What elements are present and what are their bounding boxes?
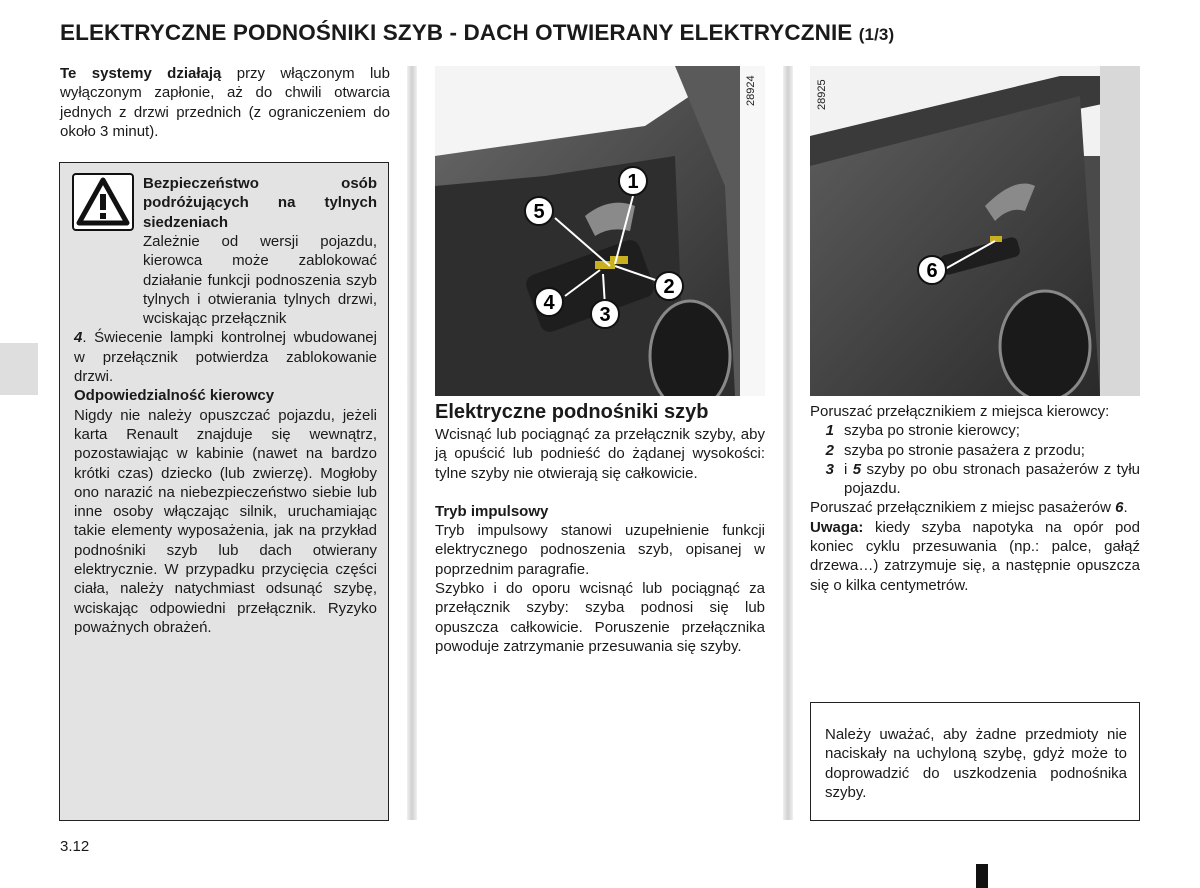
section-heading: Elektryczne podnośniki szyb — [435, 401, 709, 423]
callout-6: 6 — [926, 260, 938, 282]
page-part: (1/3) — [858, 25, 895, 44]
page-marker — [976, 864, 988, 888]
subheading: Tryb impulsowy — [435, 502, 549, 520]
warning-triangle-icon — [72, 173, 134, 231]
warning-paragraph-1: 4. Świecenie lampki kontrolnej wbudowanej w przełącznik potwierdza zablokowanie drzwi. — [74, 329, 377, 386]
note-box — [810, 702, 1140, 821]
callout-3: 3 — [599, 304, 611, 326]
warning-subheading: Odpowiedzialność kierowcy — [74, 387, 275, 405]
paragraph: Wcisnąć lub pociągnąć za przełącznik szyby, aby ją opuścić lub podnieść do żądanej wysokości: tylne szyby nie otwierają się całkowicie. — [435, 426, 765, 482]
warning-paragraph-2: Nigdy nie należy opuszczać pojazdu, jeżeli karta Renault znajduje się wewnątrz, pozostawiając w kabinie (nawet na bardzo krótki czas) dziecko (lub zwierzę). Mogłoby ono narazić na niebezpieczeństwo siebie lub inne osoby włączając silnik, uruchamiając takie elementy wyposażenia, jak na przykład podnośniki szyb lub dach otwierany elektrycznie. W przypadku przycięcia części ciała, należy natychmiast odsunąć szybę, wciskając odpowiedni przełącznik. Ryzyko poważnych obrażeń. — [74, 406, 377, 636]
paragraph: Szybko i do oporu wcisnąć lub pociągnąć za przełącznik szyby: szyba podnosi się lub opuszcza całkowicie. Poruszenie przełącznika powoduje zatrzymanie przesuwania się szyby. — [435, 580, 765, 655]
callout-5: 5 — [533, 201, 545, 223]
column-separator — [407, 66, 417, 820]
list-item: 2 szyba po stronie pasażera z przodu; — [825, 441, 1085, 459]
paragraph: Uwaga: kiedy szyba napotyka na opór pod koniec cyklu przesuwania (np.: palce, gałąź drzewa…) zatrzymuje się, a następnie opuszcza się o kilka centymetrów. — [810, 518, 1140, 594]
chapter-tab — [0, 343, 38, 395]
column-2-text — [435, 425, 765, 656]
column-separator — [783, 66, 793, 820]
page-number: 3.12 — [60, 838, 90, 855]
figure-code: 28924 — [745, 75, 757, 106]
paragraph: Poruszać przełącznikiem z miejsca kierowcy: — [810, 403, 1110, 420]
column-3-text — [810, 402, 1140, 595]
page-title: ELEKTRYCZNE PODNOŚNIKI SZYB - DACH OTWIERANY ELEKTRYCZNIE (1/3) — [60, 20, 895, 45]
warning-body: Zależnie od wersji pojazdu, kierowca może zablokować działanie funkcji podnoszenia szyb tylnych i otwierania tylnych drzwi, wciskając przełącznik 4. Świecenie lampki kontrolnej wbudowanej w przełącznik potwierdza zablokowanie drzwi. Odpowiedzialność kierowcy Nigdy nie należy opuszczać pojazdu, jeżeli karta Renault znajduje się wewnątrz, pozostawiając w kabinie (nawet na bardzo krótki czas) dziecko (lub zwierzę). Mogłoby ono narazić na niebezpieczeństwo siebie lub inne osoby włączając silnik, uruchamiając takie elementy wyposażenia, jak na przykład podnośniki szyb lub dach otwierany elektrycznie. W przypadku przycięcia części ciała, należy natychmiast odsunąć szybę, wciskając odpowiedni przełącznik. Ryzyko poważnych obrażeń. — [74, 233, 377, 636]
figure-driver-door — [435, 66, 765, 396]
callout-2: 2 — [663, 276, 675, 298]
warning-box — [59, 162, 389, 821]
figure-rear-door — [810, 66, 1140, 396]
note-text: Należy uważać, aby żadne przedmioty nie naciskały na uchyloną szybę, gdyż może to doprowadzić do uszkodzenia podnośnika szyby. — [825, 726, 1127, 801]
callout-1: 1 — [627, 171, 639, 193]
figure-code: 28925 — [816, 79, 828, 110]
paragraph: Tryb impulsowy stanowi uzupełnienie funkcji elektrycznego podnoszenia szyb, opisanej w poprzednim paragrafie. — [435, 522, 765, 578]
paragraph: Poruszać przełącznikiem z miejsc pasażerów 6. — [810, 499, 1128, 517]
warning-heading: Bezpieczeństwo osób podróżujących na tylnych siedzeniach — [143, 175, 377, 231]
list-item: 1 szyba po stronie kierowcy; — [825, 422, 1020, 440]
list-item: 3 i 5 szyby po obu stronach pasażerów z tyłu pojazdu. — [825, 460, 1140, 498]
callout-4: 4 — [543, 292, 555, 314]
intro-paragraph: Te systemy działają przy włączonym lub wyłączonym zapłonie, aż do chwili otwarcia jednych z drzwi przednich (z ograniczeniem do około 3 minut). — [60, 65, 390, 140]
